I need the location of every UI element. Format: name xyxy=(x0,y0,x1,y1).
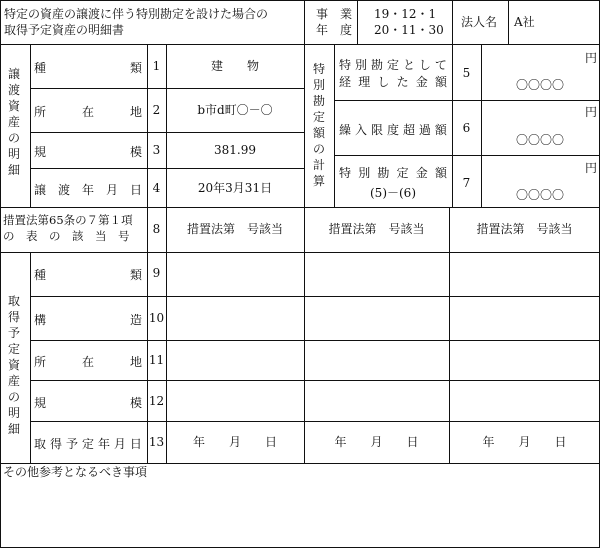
measure-label-line2: の 表 の 該 当 号 xyxy=(3,229,130,243)
acquire-label-location: 所 在 地 xyxy=(34,355,142,369)
rule-t3 xyxy=(30,168,304,169)
transfer-value-scale: 381.99 xyxy=(214,143,256,157)
rule-row8-top xyxy=(0,207,600,208)
row-no-13: 13 xyxy=(148,435,165,449)
rule-t-label xyxy=(30,44,31,207)
special-label-3b: (5)－(6) xyxy=(370,186,416,200)
acquire-date-cell-1: 年 月 日 xyxy=(192,435,277,449)
rule-notes-top xyxy=(0,463,600,464)
row-no-5: 5 xyxy=(462,66,471,80)
special-value-7: 〇〇〇〇 xyxy=(516,188,565,202)
special-section-label: 特 別 勘 定 額 の 計 算 xyxy=(313,62,326,188)
special-label-1a: 特 別 勘 定 と し て xyxy=(339,58,447,72)
measure-cell-3: 措置法第 号該当 xyxy=(476,222,573,236)
acquire-section-label: 取 得 予 定 資 産 の 明 細 xyxy=(8,294,21,436)
transfer-label-location: 所 在 地 xyxy=(34,105,142,119)
row-no-9: 9 xyxy=(152,266,161,280)
rule-t1 xyxy=(30,88,304,89)
acquire-label-type: 種 類 xyxy=(34,268,142,282)
special-value-5: 〇〇〇〇 xyxy=(516,78,565,92)
row-no-12: 12 xyxy=(148,394,165,408)
corp-label: 法人名 xyxy=(461,15,498,29)
rule-t2 xyxy=(30,132,304,133)
transfer-label-type: 種 類 xyxy=(34,61,142,75)
rule-s1 xyxy=(334,100,600,101)
measure-label-line1: 措置法第65条の７第１項 xyxy=(3,213,133,227)
rule-a4 xyxy=(30,421,600,422)
transfer-value-date: 20年3月31日 xyxy=(197,181,273,195)
notes-label: その他参考となるべき事項 xyxy=(3,465,148,479)
form-title-line2: 取得予定資産の明細書 xyxy=(4,23,125,37)
rule-row8-bottom xyxy=(0,252,600,253)
rule-h3 xyxy=(508,0,509,44)
rule-a2 xyxy=(30,340,600,341)
measure-cell-2: 措置法第 号該当 xyxy=(328,222,425,236)
acquire-label-scale: 規 模 xyxy=(34,396,142,410)
fiscal-label-2: 年 度 xyxy=(316,23,353,37)
rule-mid xyxy=(304,0,305,252)
border-left xyxy=(0,0,1,548)
rule-h2 xyxy=(452,0,453,44)
transfer-section-label: 譲 渡 資 産 の 明 細 xyxy=(8,67,21,177)
fiscal-label-1: 事 業 xyxy=(316,7,353,21)
acquire-date-cell-3: 年 月 日 xyxy=(482,435,567,449)
rule-h1 xyxy=(357,0,358,44)
row-no-11: 11 xyxy=(148,353,165,367)
rule-col3 xyxy=(449,207,450,463)
rule-a-label xyxy=(30,252,31,463)
rule-col2 xyxy=(304,252,305,463)
row-no-3: 3 xyxy=(152,143,161,157)
transfer-value-type: 建 物 xyxy=(210,59,259,73)
form-title-line1: 特定の資産の譲渡に伴う特別勘定を設けた場合の xyxy=(4,7,269,21)
fiscal-from: 19・12・1 xyxy=(374,7,437,21)
rule-s-label xyxy=(334,44,335,207)
unit-yen-7: 円 xyxy=(585,161,598,175)
transfer-value-location: b市d町〇－〇 xyxy=(197,103,273,117)
transfer-label-scale: 規 模 xyxy=(34,145,142,159)
border-top xyxy=(0,0,600,1)
unit-yen-5: 円 xyxy=(585,51,598,65)
rule-title-bottom xyxy=(0,44,304,45)
fiscal-to: 20・11・30 xyxy=(374,23,444,37)
corp-value: A社 xyxy=(514,15,535,29)
transfer-label-date: 譲 渡 年 月 日 xyxy=(34,183,142,197)
special-label-3a: 特 別 勘 定 金 額 xyxy=(339,166,447,180)
special-value-6: 〇〇〇〇 xyxy=(516,133,565,147)
measure-cell-1: 措置法第 号該当 xyxy=(186,222,283,236)
rule-a1 xyxy=(30,296,600,297)
row-no-4: 4 xyxy=(152,181,161,195)
acquire-date-cell-2: 年 月 日 xyxy=(334,435,419,449)
row-no-7: 7 xyxy=(462,176,471,190)
row-no-8: 8 xyxy=(152,222,161,236)
rule-a3 xyxy=(30,380,600,381)
row-no-10: 10 xyxy=(148,311,165,325)
row-no-6: 6 xyxy=(462,121,471,135)
rule-s-value xyxy=(481,44,482,207)
acquire-label-structure: 構 造 xyxy=(34,313,142,327)
acquire-label-date: 取 得 予 定 年 月 日 xyxy=(34,437,142,451)
unit-yen-6: 円 xyxy=(585,105,598,119)
special-label-1b: 経 理 し た 金 額 xyxy=(339,75,447,89)
row-no-1: 1 xyxy=(152,59,161,73)
row-no-2: 2 xyxy=(152,103,161,117)
special-label-2: 繰 入 限 度 超 過 額 xyxy=(339,123,447,137)
rule-s2 xyxy=(334,155,600,156)
